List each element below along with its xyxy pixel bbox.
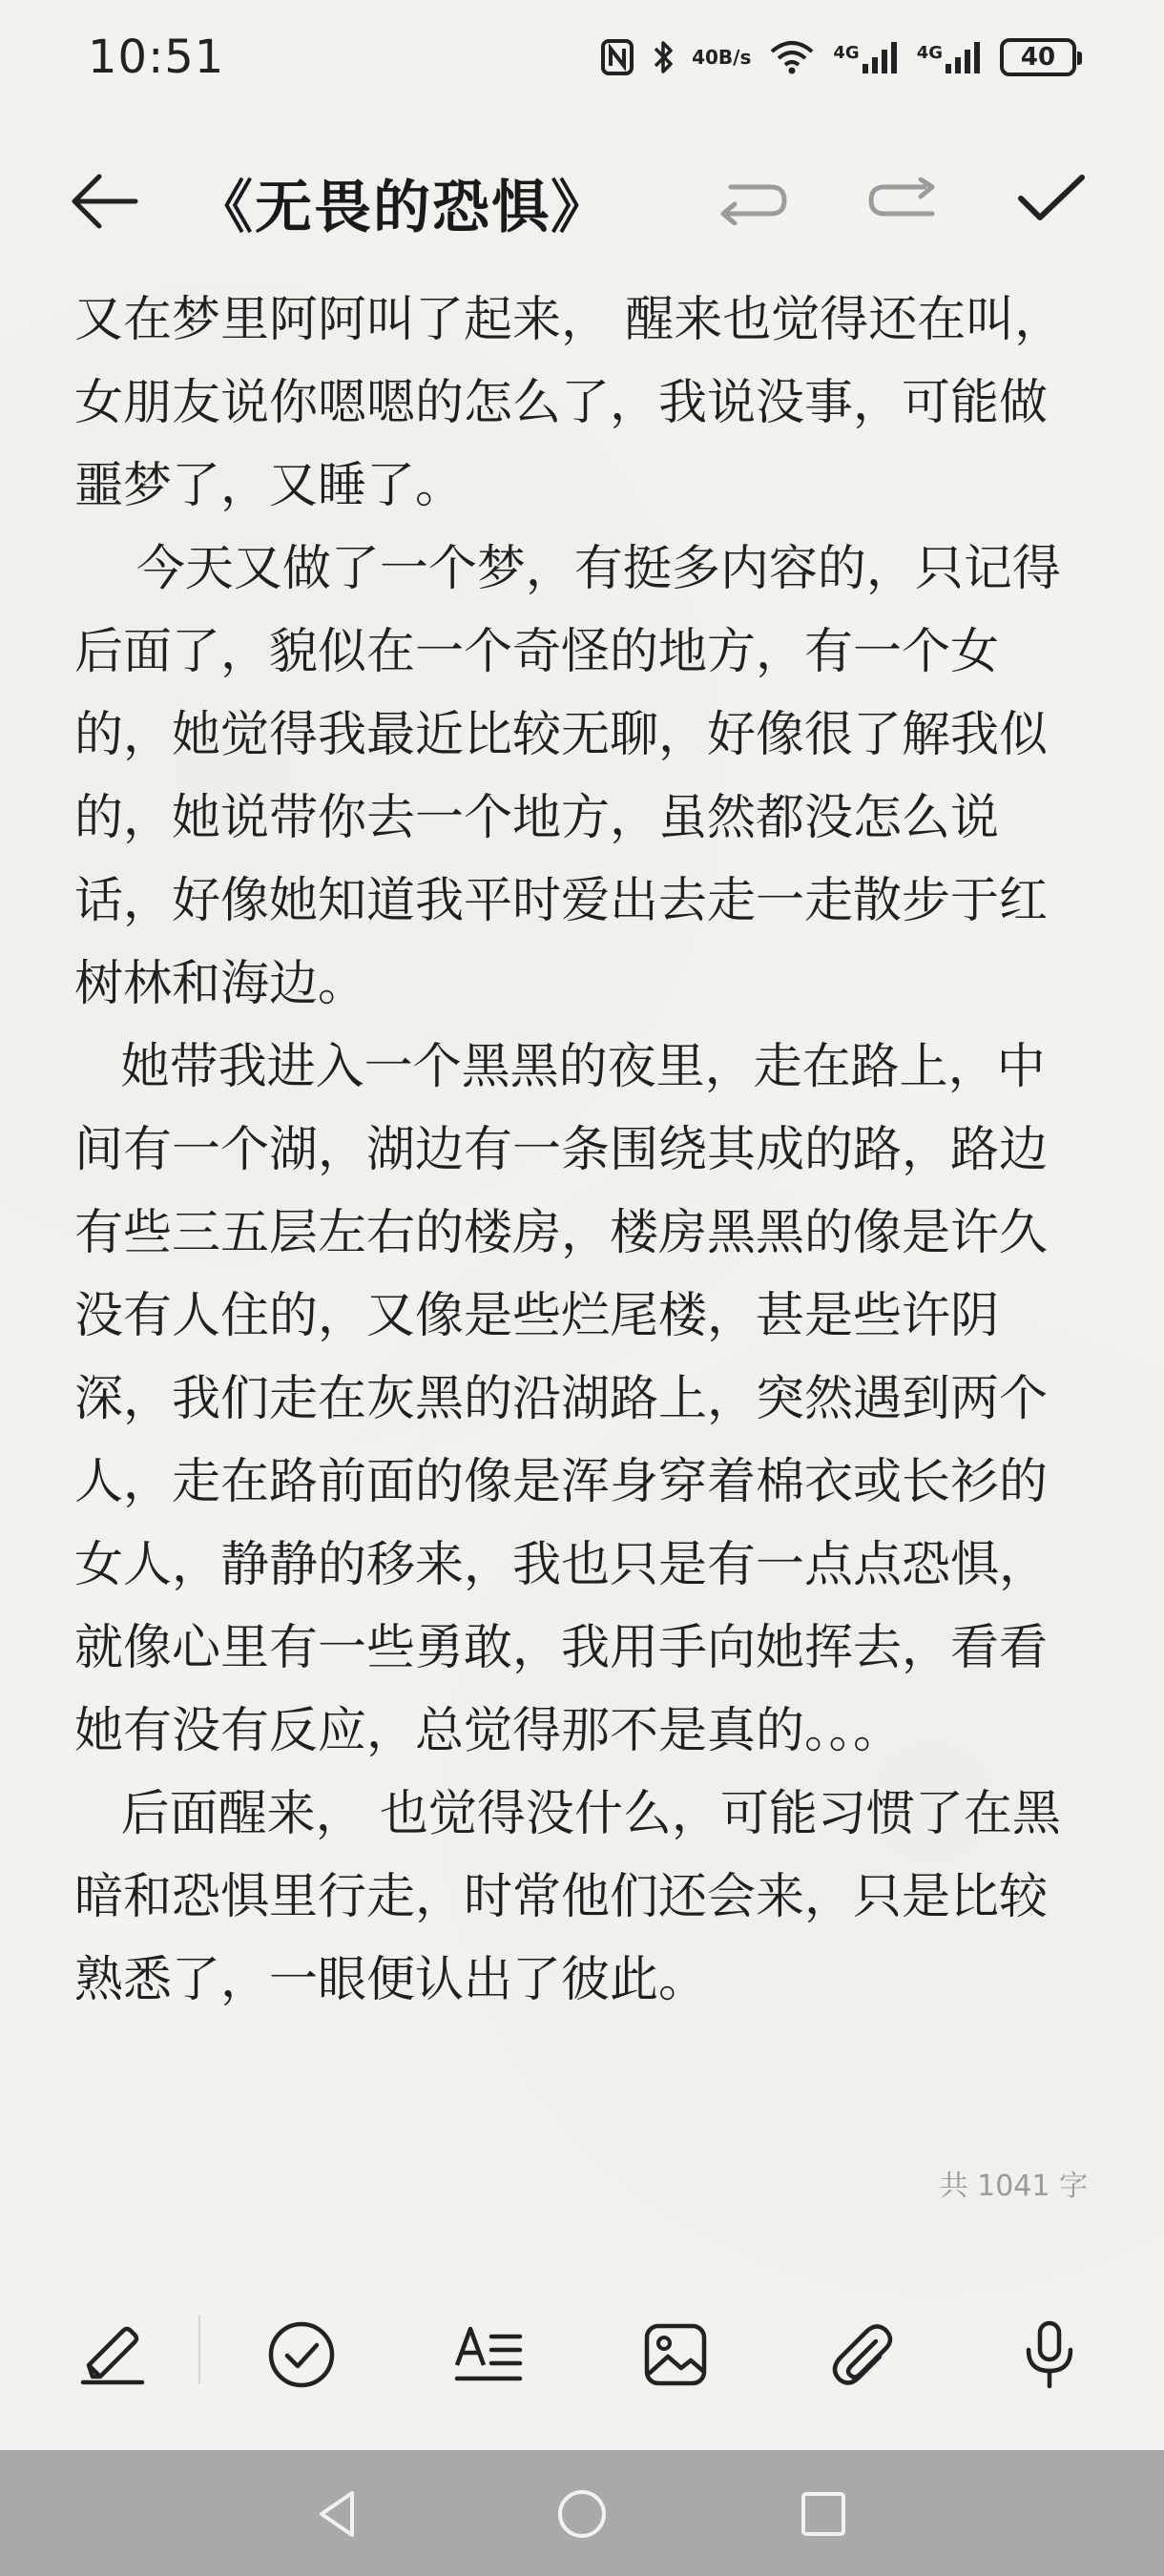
image-icon bbox=[641, 2320, 710, 2389]
note-paragraph: 后面醒来， 也觉得没什么，可能习惯了在黑暗和恐惧里行走，时常他们还会来，只是比较熟悉了，一眼便认出了彼此。 bbox=[74, 1786, 1061, 2008]
note-paragraph: 又在梦里阿阿叫了起来， 醒来也觉得还在叫，女朋友说你嗯嗯的怎么了，我说没事，可能做噩梦了，又睡了。 bbox=[74, 292, 1064, 514]
editor-toolbar bbox=[0, 143, 1164, 258]
bottom-toolbar bbox=[0, 2299, 1164, 2404]
checklist-icon bbox=[266, 2319, 337, 2390]
arrow-left-icon bbox=[67, 168, 143, 235]
signal-2-label: 4G bbox=[916, 43, 943, 63]
signal-icon-2 bbox=[917, 39, 983, 75]
attachment-button[interactable] bbox=[824, 2316, 901, 2393]
status-time: 10:51 bbox=[88, 31, 225, 84]
pen-icon bbox=[79, 2321, 146, 2388]
checklist-button[interactable] bbox=[263, 2316, 340, 2393]
net-speed-unit: B/s bbox=[717, 46, 752, 69]
nav-recents-button[interactable] bbox=[790, 2481, 857, 2547]
note-paragraph: 她带我进入一个黑黑的夜里，走在路上，中间有一个湖，湖边有一条围绕其成的路，路边有些三五层左右的楼房，楼房黑黑的像是许久没有人住的，又像是些烂尾楼，甚是些许阴深，我们走在灰黑的沿湖路上，突然遇到两个人，走在路前面的像是浑身穿着棉衣或长衫的女人，静静的移来，我也只是有一点点恐惧，就像心里有一些勇敢，我用手向她挥去，看看她有没有反应，总觉得那不是真的。。。 bbox=[74, 1039, 1049, 1759]
voice-input-button[interactable] bbox=[1011, 2316, 1088, 2393]
network-speed bbox=[692, 48, 751, 67]
battery-indicator: 40 bbox=[1000, 38, 1076, 76]
net-speed-value: 40 bbox=[692, 46, 718, 69]
redo-button[interactable] bbox=[866, 177, 938, 225]
signal-1-label: 4G bbox=[833, 43, 860, 63]
nfc-icon bbox=[600, 38, 634, 76]
text-format-button[interactable] bbox=[450, 2316, 527, 2393]
bluetooth-icon bbox=[652, 38, 675, 76]
nav-home-button[interactable] bbox=[549, 2481, 615, 2547]
attachment-icon bbox=[828, 2320, 897, 2389]
system-navigation-bar bbox=[0, 2450, 1164, 2576]
triangle-back-icon bbox=[310, 2485, 367, 2543]
handwriting-button[interactable] bbox=[74, 2316, 151, 2393]
checkmark-icon bbox=[1015, 170, 1088, 227]
status-icons bbox=[600, 38, 1076, 76]
note-title[interactable]: 《无畏的恐惧》 bbox=[196, 175, 610, 241]
circle-home-icon bbox=[553, 2485, 611, 2543]
undo-icon bbox=[717, 177, 789, 225]
redo-icon bbox=[866, 177, 938, 225]
save-button[interactable] bbox=[1015, 170, 1088, 227]
signal-icon-1 bbox=[833, 39, 899, 75]
nav-back-button[interactable] bbox=[305, 2481, 372, 2547]
back-button[interactable] bbox=[67, 168, 143, 235]
status-bar bbox=[0, 0, 1164, 114]
wifi-icon bbox=[768, 38, 816, 76]
microphone-icon bbox=[1021, 2319, 1078, 2390]
word-count: 共 1041 字 bbox=[939, 2170, 1088, 2203]
insert-image-button[interactable] bbox=[637, 2316, 714, 2393]
note-content[interactable] bbox=[74, 279, 1090, 2022]
note-paragraph: 今天又做了一个梦，有挺多内容的，只记得后面了，貌似在一个奇怪的地方，有一个女的，她觉得我最近比较无聊，好像很了解我似的，她说带你去一个地方，虽然都没怎么说话，好像她知道我平时爱出去走一走散步于红树林和海边。 bbox=[74, 541, 1061, 1012]
text-format-icon bbox=[453, 2321, 524, 2388]
square-recents-icon bbox=[795, 2485, 852, 2543]
undo-button[interactable] bbox=[717, 177, 789, 225]
